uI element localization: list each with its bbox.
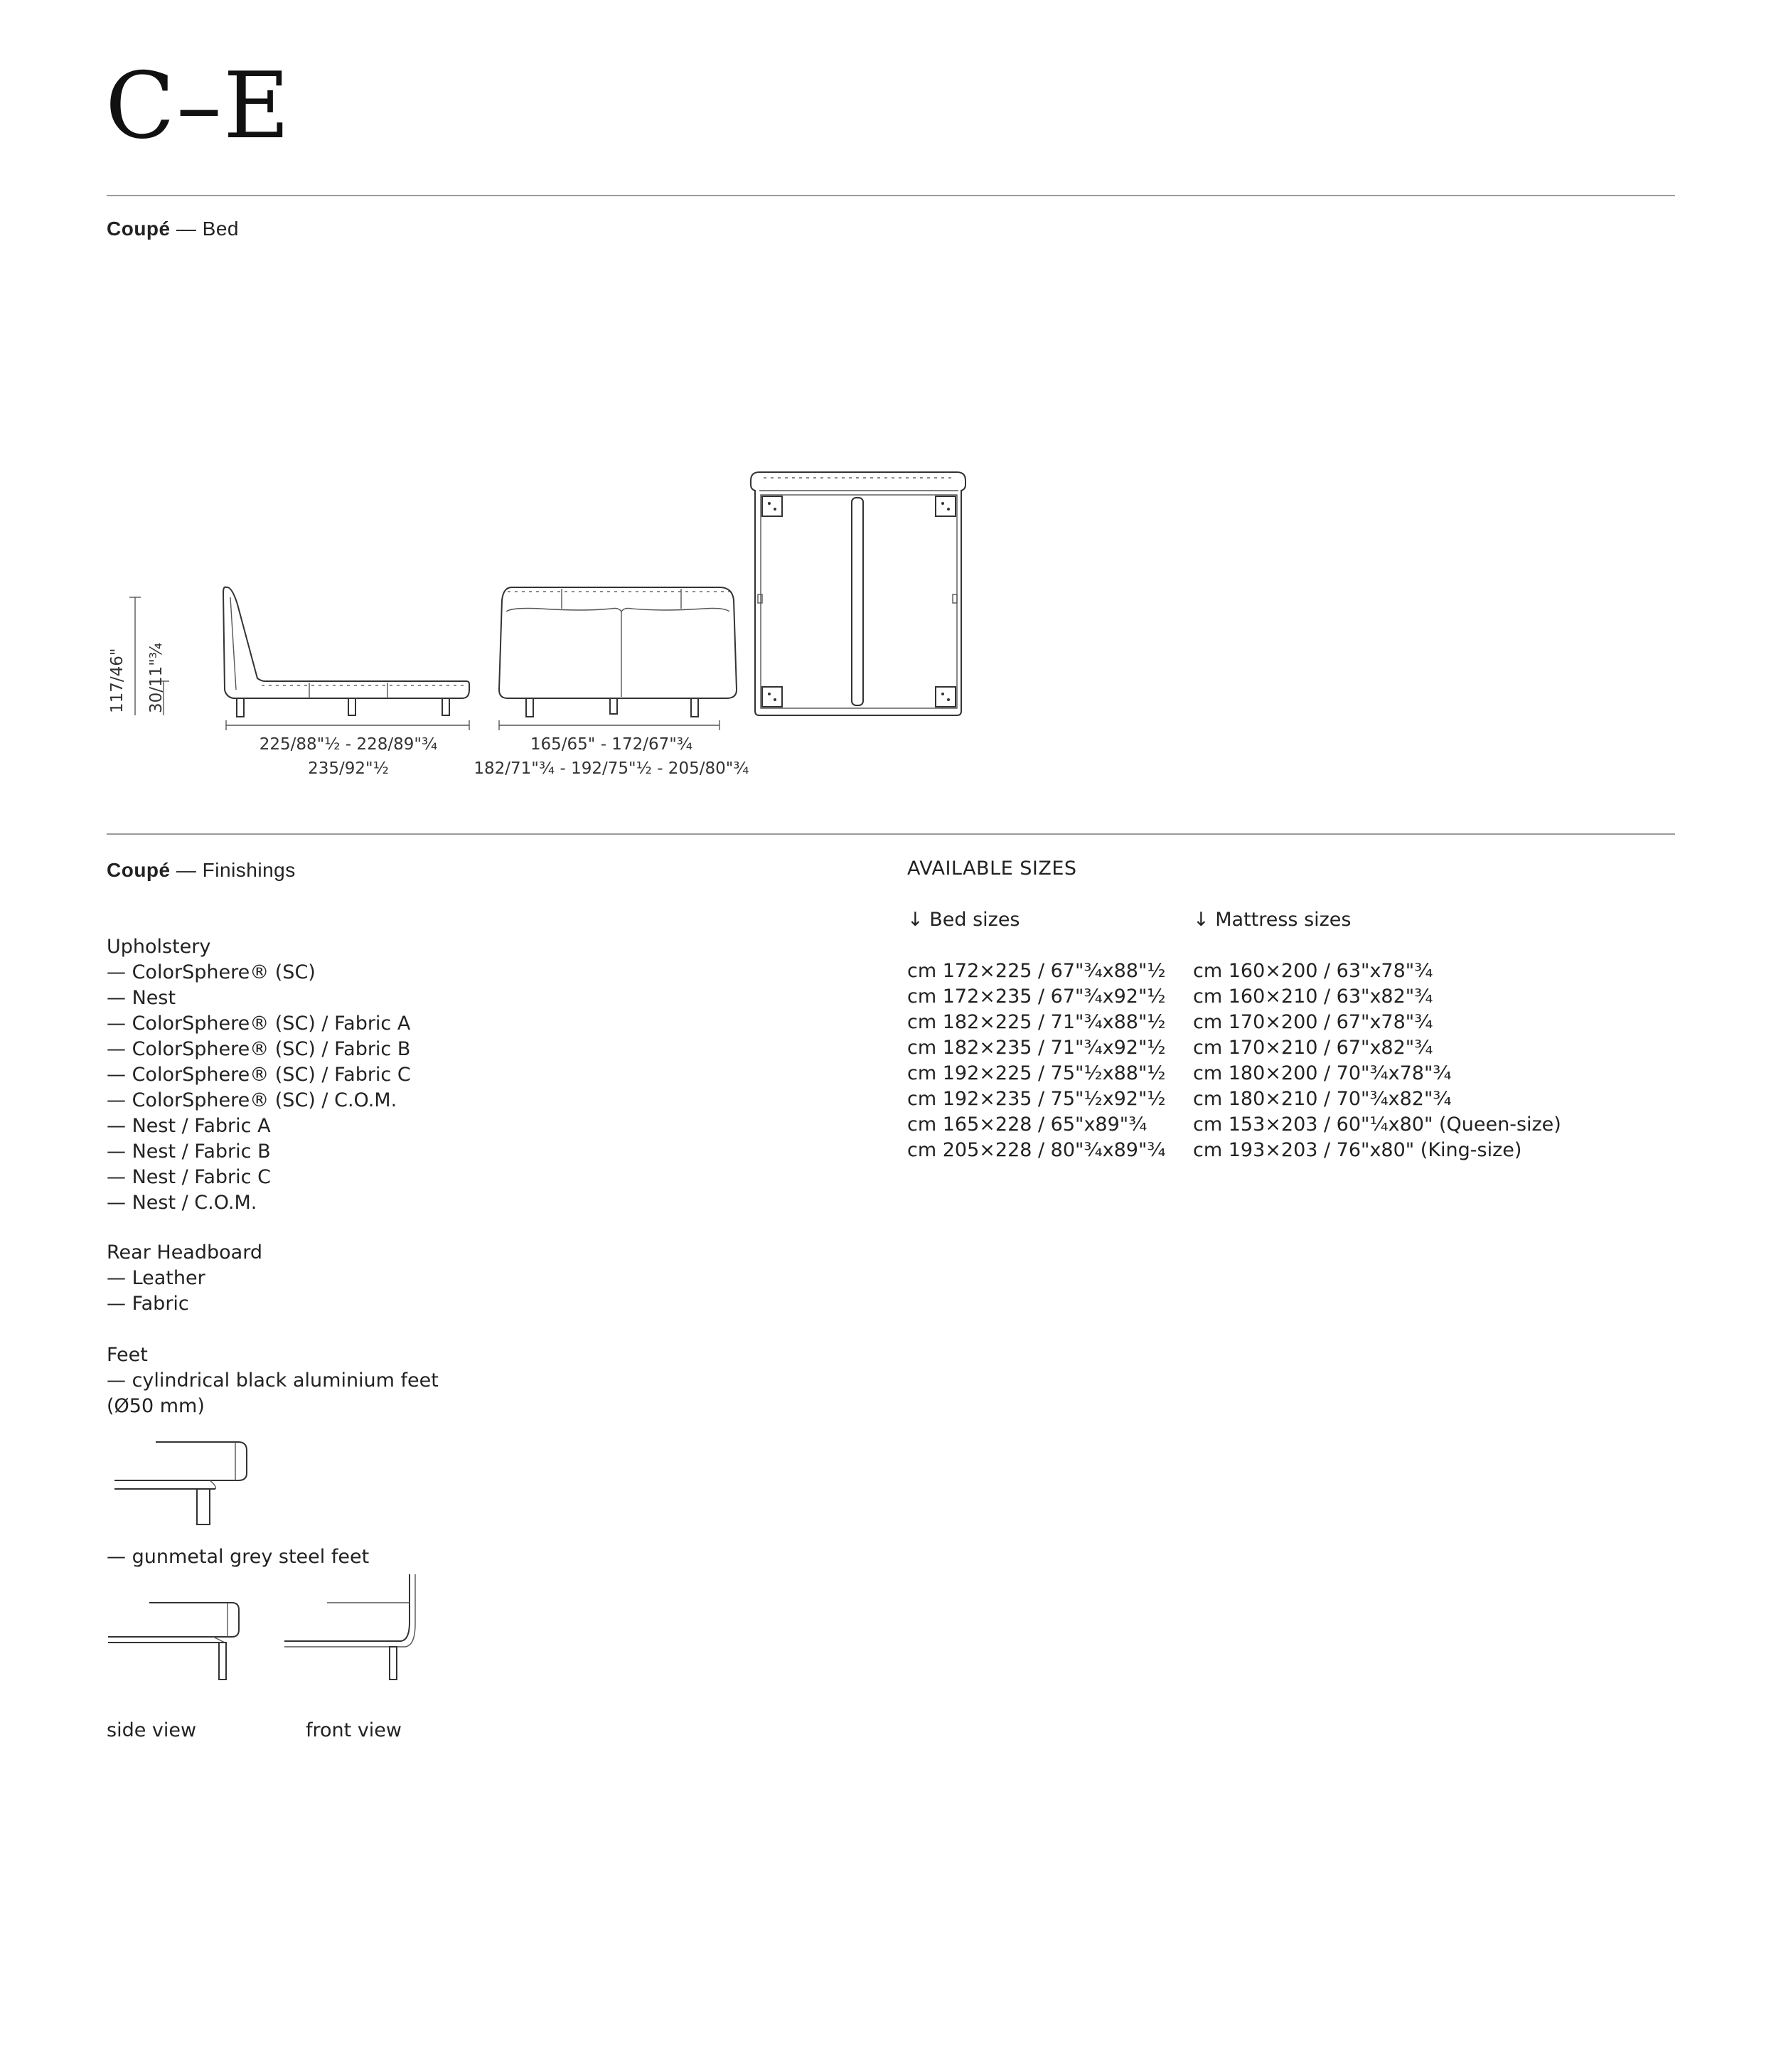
- list-item: — ColorSphere® (SC): [107, 961, 316, 983]
- height-total-label: 117/46": [108, 648, 127, 713]
- width-dimension-label: [441, 732, 782, 781]
- list-item: cm 182×225 / 71"¾x88"½: [907, 1011, 1166, 1033]
- title-separator: —: [176, 218, 197, 240]
- upholstery-title: Upholstery: [107, 936, 211, 958]
- bed-sizes-label: Bed sizes: [929, 909, 1020, 931]
- mattress-sizes-header: [1193, 907, 1352, 933]
- list-item: cm 205×228 / 80"¾x89"¾: [907, 1139, 1166, 1161]
- height-frame-label: 30/11"¾: [147, 642, 166, 713]
- list-item: — Nest / Fabric C: [107, 1166, 271, 1188]
- list-item: cm 192×225 / 75"½x88"½: [907, 1062, 1166, 1084]
- steel-foot-front-drawing: [283, 1571, 425, 1685]
- category-label: Bed: [202, 218, 239, 240]
- list-item: — ColorSphere® (SC) / Fabric B: [107, 1038, 411, 1060]
- list-item: — Nest / C.O.M.: [107, 1192, 257, 1214]
- arrow-down-icon: ↓: [1193, 909, 1209, 931]
- arrow-down-icon: ↓: [907, 909, 924, 931]
- feet-option-steel: — gunmetal grey steel feet: [107, 1546, 370, 1568]
- bed-sizes-list: [907, 958, 1166, 1163]
- list-item: cm 160×200 / 63"x78"¾: [1193, 960, 1433, 982]
- width-line-2: 182/71"¾ - 192/75"½ - 205/80"¾: [474, 759, 749, 778]
- finishings-label: Finishings: [202, 859, 296, 881]
- feet-option-aluminium: — cylindrical black aluminium feet: [107, 1369, 439, 1392]
- list-item: — ColorSphere® (SC) / C.O.M.: [107, 1089, 397, 1111]
- list-item: cm 180×200 / 70"¾x78"¾: [1193, 1062, 1452, 1084]
- list-item: — ColorSphere® (SC) / Fabric A: [107, 1013, 411, 1035]
- list-item: — Nest: [107, 987, 176, 1009]
- upholstery-group: [107, 934, 411, 1216]
- list-item: cm 182×235 / 71"¾x92"½: [907, 1037, 1166, 1059]
- list-item: — Nest / Fabric B: [107, 1141, 271, 1163]
- brand-logo: C–E: [105, 53, 291, 159]
- product-name: Coupé: [107, 218, 171, 240]
- feet-option-aluminium-diameter: (Ø50 mm): [107, 1395, 205, 1417]
- list-item: cm 160×210 / 63"x82"¾: [1193, 986, 1433, 1008]
- length-line-2: 235/92"½: [308, 759, 389, 778]
- list-item: cm 172×225 / 67"¾x88"½: [907, 960, 1166, 982]
- bed-top-view-drawing: [749, 469, 970, 718]
- list-item: cm 170×200 / 67"x78"¾: [1193, 1011, 1433, 1033]
- list-item: cm 192×235 / 75"½x92"½: [907, 1088, 1166, 1110]
- list-item: cm 172×235 / 67"¾x92"½: [907, 986, 1166, 1008]
- mattress-sizes-list: [1193, 958, 1561, 1163]
- list-item: — Nest / Fabric A: [107, 1115, 271, 1137]
- length-line-1: 225/88"½ - 228/89"¾: [259, 735, 438, 754]
- aluminium-foot-drawing: [110, 1436, 252, 1529]
- finishings-product: Coupé: [107, 859, 171, 881]
- rear-headboard-group: [107, 1240, 262, 1317]
- list-item: cm 193×203 / 76"x80" (King-size): [1193, 1139, 1522, 1161]
- steel-foot-side-drawing: [107, 1586, 249, 1685]
- available-sizes-title: AVAILABLE SIZES: [907, 858, 1077, 880]
- page-title: [107, 218, 239, 240]
- list-item: cm 170×210 / 67"x82"¾: [1193, 1037, 1433, 1059]
- finishings-title: [107, 859, 296, 882]
- rear-headboard-title: Rear Headboard: [107, 1241, 262, 1264]
- feet-title: Feet: [107, 1344, 148, 1366]
- rear-headboard-list: [107, 1266, 262, 1317]
- list-item: cm 153×203 / 60"¼x80" (Queen-size): [1193, 1114, 1561, 1136]
- bed-side-view-drawing: [220, 583, 476, 725]
- list-item: cm 165×228 / 65"x89"¾: [907, 1114, 1148, 1136]
- mattress-sizes-label: Mattress sizes: [1215, 909, 1352, 931]
- list-item: — Leather: [107, 1267, 205, 1289]
- bed-sizes-header: [907, 907, 1020, 933]
- finishings-separator: —: [176, 859, 197, 881]
- header-divider: [107, 195, 1675, 196]
- list-item: — ColorSphere® (SC) / Fabric C: [107, 1064, 411, 1086]
- front-view-caption: front view: [306, 1719, 402, 1741]
- list-item: — Fabric: [107, 1293, 189, 1315]
- list-item: cm 180×210 / 70"¾x82"¾: [1193, 1088, 1452, 1110]
- bed-front-view-drawing: [498, 583, 739, 725]
- section-divider: [107, 833, 1675, 835]
- side-view-caption: side view: [107, 1719, 197, 1741]
- feet-group: [107, 1342, 439, 1419]
- width-line-1: 165/65" - 172/67"¾: [530, 735, 693, 754]
- upholstery-list: [107, 960, 411, 1216]
